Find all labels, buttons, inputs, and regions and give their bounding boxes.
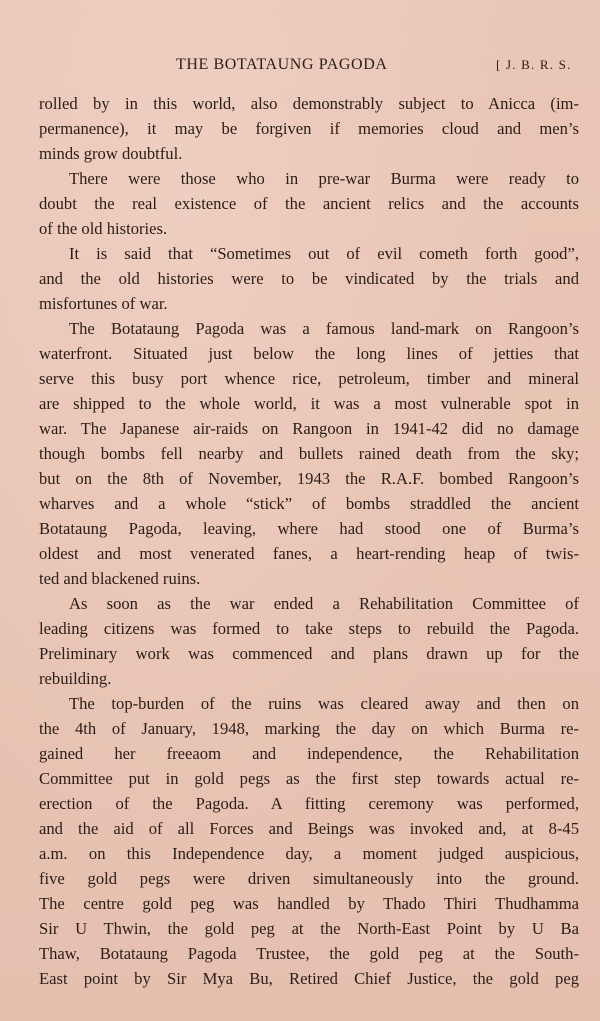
text-line: rolled by in this world, also demonstrably subject to Anicca (im- (39, 94, 579, 113)
text-line: are shipped to the whole world, it was a most vulnerable spot in (39, 394, 579, 413)
text-line: Preliminary work was commenced and plans drawn up for the (39, 644, 579, 663)
text-line: and the old histories were to be vindicated by the trials and (39, 269, 579, 288)
text-line: The centre gold peg was handled by Thado Thiri Thudhamma (39, 894, 579, 913)
text-line: but on the 8th of November, 1943 the R.A.F. bombed Rangoon’s (39, 469, 579, 488)
running-header (0, 56, 600, 80)
journal-reference: [ J. B. R. S. (496, 57, 572, 72)
text-line: and the aid of all Forces and Beings was invoked and, at 8-45 (39, 819, 579, 838)
text-line: erection of the Pagoda. A fitting ceremony was performed, (39, 794, 579, 813)
text-line: permanence), it may be forgiven if memories cloud and men’s (39, 119, 579, 138)
text-line: five gold pegs were driven simultaneously into the ground. (39, 869, 579, 888)
text-line: Thaw, Botataung Pagoda Trustee, the gold peg at the South- (39, 944, 579, 963)
text-line: leading citizens was formed to take steps to rebuild the Pagoda. (39, 619, 579, 638)
text-line: oldest and most venerated fanes, a heart-rending heap of twis- (39, 544, 579, 563)
text-line: East point by Sir Mya Bu, Retired Chief Justice, the gold peg (39, 969, 579, 988)
text-line: the 4th of January, 1948, marking the day on which Burma re- (39, 719, 579, 738)
text-line: misfortunes of war. (39, 294, 168, 313)
running-title: THE BOTATAUNG PAGODA (176, 56, 388, 73)
text-line: There were those who in pre-war Burma were ready to (69, 169, 579, 188)
text-line: The Botataung Pagoda was a famous land-mark on Rangoon’s (69, 319, 579, 338)
text-line: though bombs fell nearby and bullets rained death from the sky; (39, 444, 579, 463)
body-text (39, 91, 579, 991)
text-line: a.m. on this Independence day, a moment judged auspicious, (39, 844, 579, 863)
text-line: It is said that “Sometimes out of evil cometh forth good”, (69, 244, 579, 263)
text-line: rebuilding. (39, 669, 112, 688)
text-line: war. The Japanese air-raids on Rangoon in 1941-42 did no damage (39, 419, 579, 438)
text-line: Committee put in gold pegs as the first step towards actual re- (39, 769, 579, 788)
text-line: Botataung Pagoda, leaving, where had stood one of Burma’s (39, 519, 579, 538)
text-line: The top-burden of the ruins was cleared away and then on (69, 694, 579, 713)
text-line: Sir U Thwin, the gold peg at the North-East Point by U Ba (39, 919, 579, 938)
text-line: waterfront. Situated just below the long lines of jetties that (39, 344, 579, 363)
text-line: of the old histories. (39, 219, 168, 238)
text-line: serve this busy port whence rice, petroleum, timber and mineral (39, 369, 579, 388)
text-line: minds grow doubtful. (39, 144, 183, 163)
text-line: wharves and a whole “stick” of bombs straddled the ancient (39, 494, 579, 513)
text-line: ted and blackened ruins. (39, 569, 201, 588)
text-line: doubt the real existence of the ancient relics and the accounts (39, 194, 579, 213)
text-line: gained her freeaom and independence, the Rehabilitation (39, 744, 579, 763)
text-line: As soon as the war ended a Rehabilitation Committee of (69, 594, 579, 613)
